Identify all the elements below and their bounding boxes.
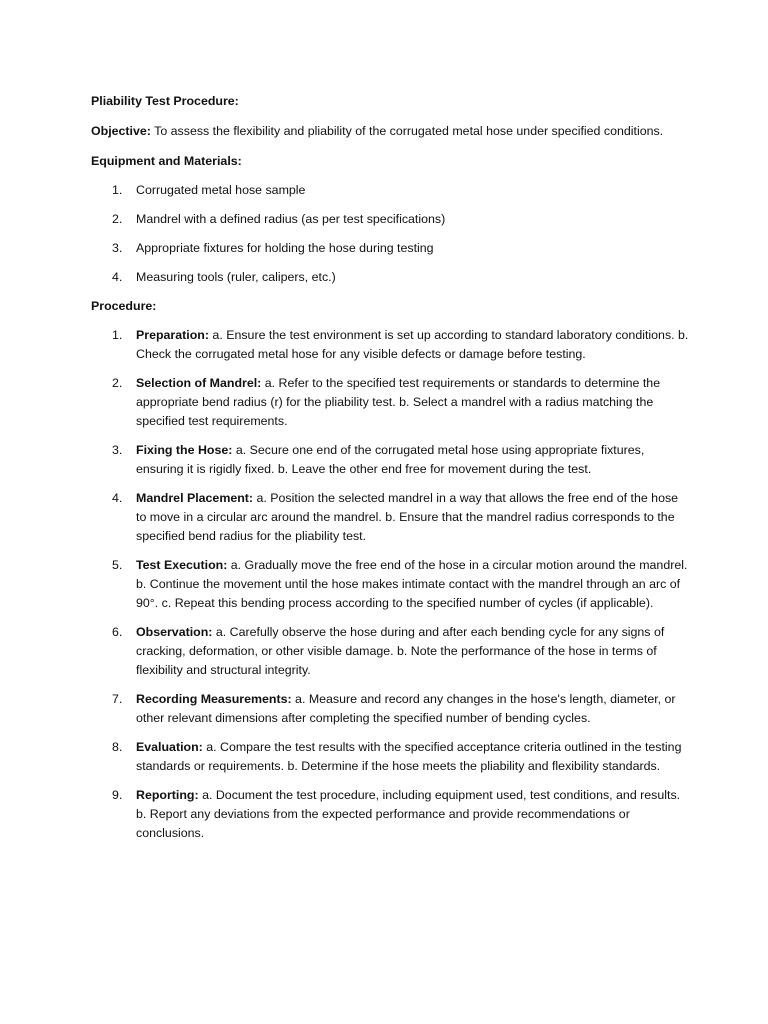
step-number: 9.	[112, 788, 123, 802]
list-item	[91, 210, 691, 228]
step-label: Mandrel Placement:	[136, 491, 254, 505]
document-page	[91, 92, 691, 853]
step-number: 8.	[112, 740, 123, 754]
procedure-list	[91, 326, 691, 843]
item-text: Measuring tools (ruler, calipers, etc.)	[136, 270, 336, 284]
step-text: a. Measure and record any changes in the hose's length, diameter, or other relevant dimensions after completing the specified number of bending cycles.	[136, 692, 676, 725]
step-text: a. Position the selected mandrel in a way that allows the free end of the hose to move in a circular arc around the mandrel. b. Ensure that the mandrel radius corresponds to the specified bend radius for the pliability test.	[136, 491, 679, 543]
list-item	[91, 738, 691, 776]
item-number: 2.	[112, 212, 123, 226]
step-label: Preparation:	[136, 328, 209, 342]
item-text: Mandrel with a defined radius (as per test specifications)	[136, 212, 446, 226]
list-item	[91, 556, 691, 613]
objective-text: To assess the flexibility and pliability of the corrugated metal hose under specified conditions.	[150, 124, 664, 138]
list-item	[91, 374, 691, 431]
step-label: Fixing the Hose:	[136, 443, 233, 457]
list-item	[91, 268, 691, 286]
item-text: Appropriate fixtures for holding the hose during testing	[136, 241, 434, 255]
list-item	[91, 181, 691, 199]
list-item	[91, 690, 691, 728]
step-number: 4.	[112, 491, 123, 505]
list-item	[91, 441, 691, 479]
step-label: Test Execution:	[136, 558, 228, 572]
step-text: a. Secure one end of the corrugated metal hose using appropriate fixtures, ensuring it is rigidly fixed. b. Leave the other end free for movement during the test.	[136, 443, 645, 476]
step-text: a. Document the test procedure, including equipment used, test conditions, and results. b. Report any deviations from the expected performance and provide recommendations or conclusions.	[136, 788, 681, 840]
objective-paragraph	[91, 122, 691, 140]
document-title: Pliability Test Procedure:	[91, 94, 239, 108]
step-number: 7.	[112, 692, 123, 706]
step-label: Reporting:	[136, 788, 199, 802]
list-item	[91, 326, 691, 364]
procedure-heading: Procedure:	[91, 299, 157, 313]
item-number: 4.	[112, 270, 123, 284]
list-item	[91, 786, 691, 843]
equipment-list	[91, 181, 691, 286]
step-label: Selection of Mandrel:	[136, 376, 262, 390]
item-number: 3.	[112, 241, 123, 255]
equipment-heading: Equipment and Materials:	[91, 154, 242, 168]
step-number: 2.	[112, 376, 123, 390]
list-item	[91, 239, 691, 257]
objective-label: Objective:	[91, 124, 151, 138]
list-item	[91, 623, 691, 680]
step-text: a. Gradually move the free end of the hose in a circular motion around the mandrel. b. Continue the movement until the hose makes intimate contact with the mandrel through an arc of 90°. c. Repeat this bending process according to the specified number of cycles (if applicable).	[136, 558, 688, 610]
step-text: a. Compare the test results with the specified acceptance criteria outlined in the testing standards or requirements. b. Determine if the hose meets the pliability and flexibility standards.	[136, 740, 682, 773]
step-number: 5.	[112, 558, 123, 572]
step-label: Observation:	[136, 625, 213, 639]
step-number: 3.	[112, 443, 123, 457]
item-number: 1.	[112, 183, 123, 197]
list-item	[91, 489, 691, 546]
step-number: 6.	[112, 625, 123, 639]
item-text: Corrugated metal hose sample	[136, 183, 306, 197]
step-label: Evaluation:	[136, 740, 203, 754]
step-text: a. Carefully observe the hose during and after each bending cycle for any signs of cracking, deformation, or other visible damage. b. Note the performance of the hose in terms of flexibility and structural integrity.	[136, 625, 665, 677]
step-label: Recording Measurements:	[136, 692, 292, 706]
step-text: a. Ensure the test environment is set up according to standard laboratory conditions. b. Check the corrugated metal hose for any visible defects or damage before testing.	[136, 328, 689, 361]
step-text: a. Refer to the specified test requirements or standards to determine the appropriate bend radius (r) for the pliability test. b. Select a mandrel with a radius matching the specified test requirements.	[136, 376, 661, 428]
step-number: 1.	[112, 328, 123, 342]
